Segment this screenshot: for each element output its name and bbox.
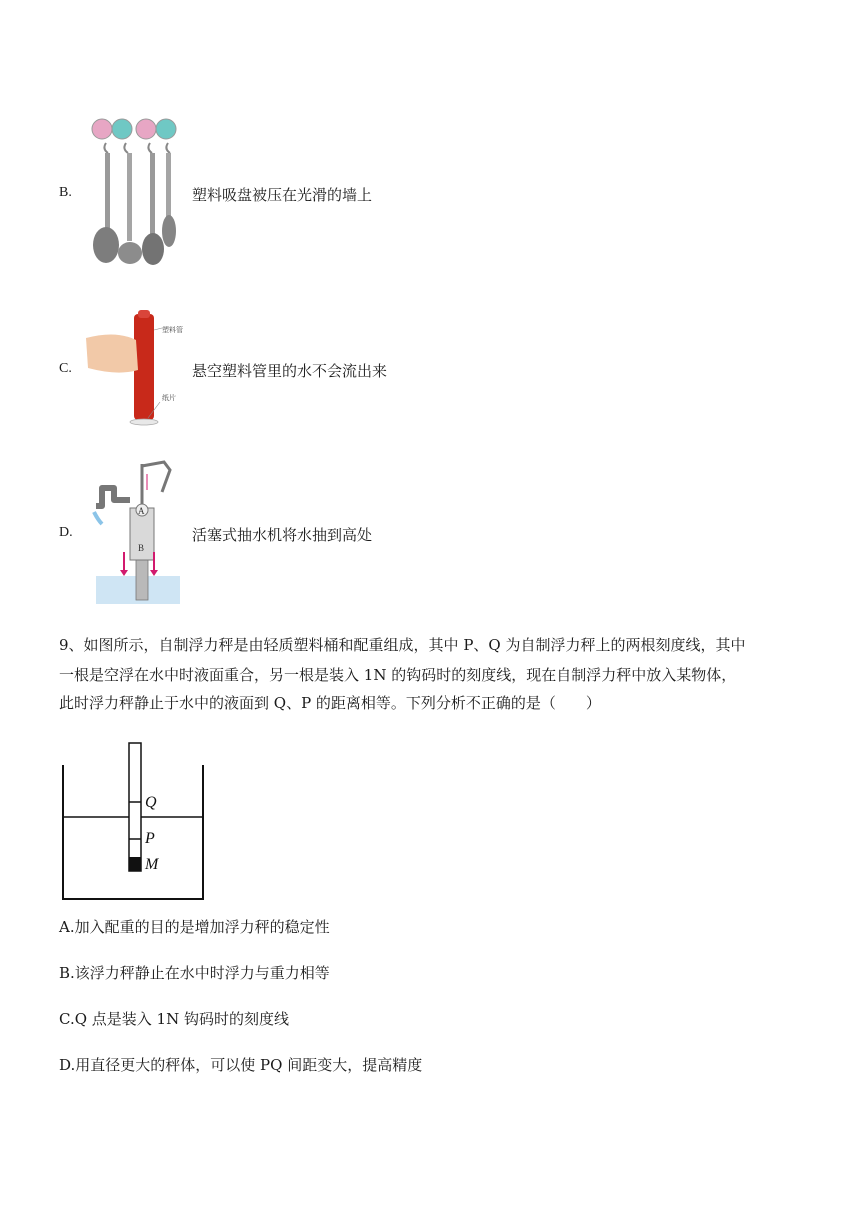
mark-q: Q [145, 794, 157, 811]
option-b-text: 塑料吸盘被压在光滑的墙上 [192, 186, 373, 204]
option-d-text: 活塞式抽水机将水抽到高处 [192, 526, 373, 544]
option-c-text: 悬空塑料管里的水不会流出来 [192, 362, 388, 380]
option-b-letter: B. [59, 185, 72, 200]
mark-p: P [145, 830, 155, 847]
answer-d[interactable]: D.用直径更大的秤体，可以使 PQ 间距变大，提高精度 [59, 1056, 423, 1074]
answer-a[interactable]: A.加入配重的目的是增加浮力秤的稳定性 [59, 918, 330, 936]
piston-pump-icon [92, 460, 184, 608]
card-label: 纸片 [162, 394, 176, 402]
suction-hooks-icon [86, 115, 186, 270]
water-tube-icon [86, 308, 186, 428]
floating-scale-figure [55, 735, 215, 905]
question-line-3: 此时浮力秤静止于水中的液面到 Q、P 的距离相等。下列分析不正确的是（ ） [59, 694, 601, 712]
answer-c[interactable]: C.Q 点是装入 1N 钩码时的刻度线 [59, 1010, 289, 1028]
option-c-letter: C. [59, 361, 72, 376]
valve-a-label: A [138, 506, 145, 516]
question-line-1: 9、如图所示，自制浮力秤是由轻质塑料桶和配重组成，其中 P、Q 为自制浮力秤上的两根刻度线，其中 [59, 636, 746, 654]
mark-m: M [145, 856, 159, 873]
answer-b[interactable]: B.该浮力秤静止在水中时浮力与重力相等 [59, 964, 330, 982]
tube-label: 塑料管 [162, 326, 183, 334]
valve-b-label: B [138, 543, 145, 553]
question-number: 9、 [59, 636, 84, 654]
option-d-letter: D. [59, 525, 73, 540]
question-line-2: 一根是空浮在水中时液面重合，另一根是装入 1N 的钩码时的刻度线，现在自制浮力秤中放入某物体， [59, 666, 737, 684]
